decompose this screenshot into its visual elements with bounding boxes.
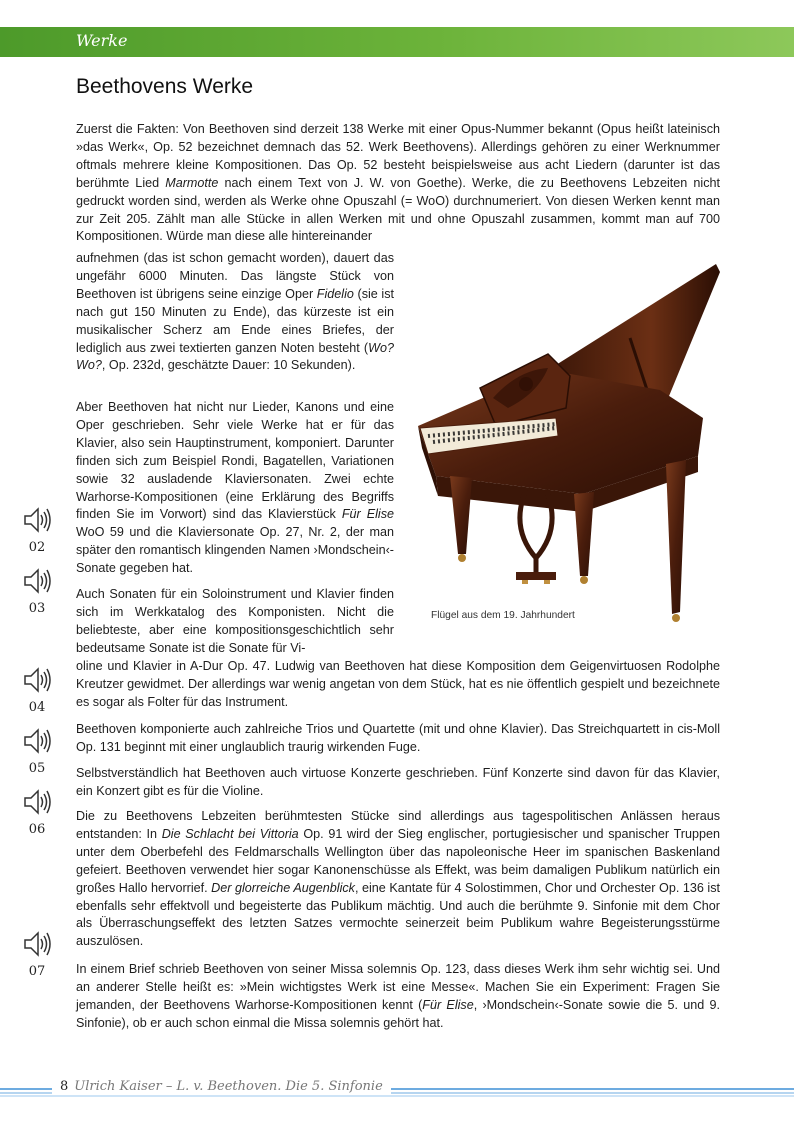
audio-track-number: 05 [28, 761, 46, 776]
section-label: Werke [76, 31, 128, 50]
italic-title: Für Elise [422, 997, 474, 1012]
speaker-icon [22, 665, 52, 695]
italic-title: Für Elise [341, 507, 395, 522]
page-title: Beethovens Werke [76, 75, 254, 98]
paragraph-4: Auch Sonaten für ein Soloinstrument und Klavier finden sich im Werkkatalog des Komponisten. Nicht die beliebteste, aber eine kompositionsgeschichtlich sehr bedeutsame Sonate ist die Sonate für Vi- [76, 587, 394, 655]
audio-track-number: 07 [28, 964, 46, 979]
audio-track-marker[interactable] [19, 929, 55, 979]
audio-track-number: 04 [28, 700, 46, 715]
audio-track-number: 06 [28, 822, 46, 837]
paragraph-6: Selbstverständlich hat Beethoven auch virtuose Konzerte geschrieben. Fünf Konzerte sind davon für das Klavier, ein Konzert gibt es für die Violine. [76, 766, 720, 798]
speaker-icon [22, 566, 52, 596]
audio-track-marker[interactable] [19, 726, 55, 776]
speaker-icon [22, 726, 52, 756]
audio-track-marker[interactable] [19, 566, 55, 616]
audio-track-marker[interactable] [19, 505, 55, 555]
paragraph-2: aufnehmen (das ist schon gemacht worden), dauert das ungefähr 6000 Minuten. Das längste Stück von Beethoven ist übrigens seine einzige Oper Fidelio (sie ist nach gut 150 Minuten zu Ende), das kürzeste ist ein musikalischer Scherz am Ende eines Briefes, der lediglich aus zwei textierten ganzen Noten besteht (Wo? Wo?, Op. 232d, geschätzte Dauer: 10 Sekunden). [76, 251, 394, 373]
paragraph-8: In einem Brief schrieb Beethoven von seiner Missa solemnis Op. 123, dass dieses Werk ihm sehr wichtig sei. Und an anderer Stelle heißt es: »Mein wichtigstes Werk ist eine Messe«. Machen Sie ein Experiment: Fragen Sie jemanden, der Beethovens Warhorse-Kompositionen kennt (Für Elise, ›Mondschein‹-Sonate sowie die 5. und 9. Sinfonie), ob er auch schon einmal die Missa solemnis gehört hat. [76, 962, 721, 1030]
audio-track-marker[interactable] [19, 787, 55, 837]
paragraph-4-continued: oline und Klavier in A-Dur Op. 47. Ludwig van Beethoven hat diese Komposition dem Geigenvirtuosen Rodolphe Kreutzer gewidmet. Der allerdings war wenig angetan von dem Stück, hat es nie öffentlich gespielt und bezeichnete es sogar als Folter für das Instrument. [76, 659, 720, 709]
italic-title: Fidelio [316, 286, 354, 301]
paragraph-7: Die zu Beethovens Lebzeiten berühmtesten Stücke sind allerdings aus tagespolitischen Anlässen heraus entstanden: In Die Schlacht bei Vittoria Op. 91 wird der Sieg englischer, portugiesischer und spanischer Truppen unter dem Oberbefehl des Feldmarschalls Wellington über das napoleonische Heer im spanischen Baskenland gefeiert. Beethoven verwendet hier sogar Kanonenschüsse als Effekt, was beim damaligen Publikum natürlich ein großes Hallo hervorrief. Der glorreiche Augenblick, eine Kantate für 4 Solostimmen, Chor und Orchester Op. 136 ist ebenfalls sehr effektvoll und begeisterte das Publikum mächtig. Und auch die berühmte 9. Sinfonie mit dem Chor als Überraschungseffekt des letzten Satzes vermochte seinerzeit beim Publikum wahre Begeisterungsstürme auszulösen. [76, 809, 721, 949]
speaker-icon [22, 929, 52, 959]
speaker-icon [22, 787, 52, 817]
section-header-bar [0, 27, 794, 57]
italic-title: Marmotte [165, 175, 219, 190]
audio-track-number: 03 [28, 601, 46, 616]
italic-title: Die Schlacht bei Vittoria [161, 826, 299, 841]
speaker-icon [22, 505, 52, 535]
paragraph-3: Aber Beethoven hat nicht nur Lieder, Kanons und eine Oper geschrieben. Sehr viele Werke hat er für das Klavier, also sein Hauptinstrument, komponiert. Darunter finden sich zum Beispiel Rondi, Bagatellen, Variationen sowie 32 ausladende Klaviersonaten. Zwei echte Warhorse-Kompositionen (eine Erklärung des Begriffs finden Sie im Vorwort) sind das Klavierstück Für Elise WoO 59 und die Klaviersonate Op. 27, Nr. 2, der man später den romantisch klingenden Namen ›Mondschein‹-Sonate gegeben hat. [76, 400, 395, 576]
grand-piano-image [398, 258, 720, 638]
italic-title: Wo? Wo? [76, 340, 394, 373]
audio-track-marker[interactable] [19, 665, 55, 715]
page-footer [52, 1079, 391, 1094]
book-title: Ulrich Kaiser – L. v. Beethoven. Die 5. Sinfonie [74, 1079, 383, 1094]
figure-caption: Flügel aus dem 19. Jahrhundert [431, 610, 575, 621]
italic-title: Der glorreiche Augenblick [211, 880, 355, 895]
paragraph-5: Beethoven komponierte auch zahlreiche Trios und Quartette (mit und ohne Klavier). Das Streichquartett in cis-Moll Op. 131 beginnt mit einer unglaublich traurig wirkenden Fuge. [76, 722, 720, 754]
page-number: 8 [60, 1079, 69, 1094]
audio-track-number: 02 [28, 540, 46, 555]
paragraph-1: Zuerst die Fakten: Von Beethoven sind derzeit 138 Werke mit einer Opus-Nummer bekannt (Opus heißt lateinisch »das Werk«, Op. 52 bezeichnet demnach das 52. Werk Beethovens). Allerdings gehören zu einer Werknummer oftmals mehrere kleine Kompositionen. Das Op. 52 besteht beispielsweise aus acht Liedern (darunter ist das berühmte Lied Marmotte nach einem Text von J. W. von Goethe). Werke, die zu Beethovens Lebzeiten nicht gedruckt worden sind, werden als Werke ohne Opuszahl (= WoO) durchnumeriert. Von diesen Werken kennt man zur Zeit 205. Zählt man alle Stücke in allen Werken mit und ohne Opuszahl zusammen, kommt man auf 700 Kompositionen. Würde man diese alle hintereinander [76, 122, 720, 244]
